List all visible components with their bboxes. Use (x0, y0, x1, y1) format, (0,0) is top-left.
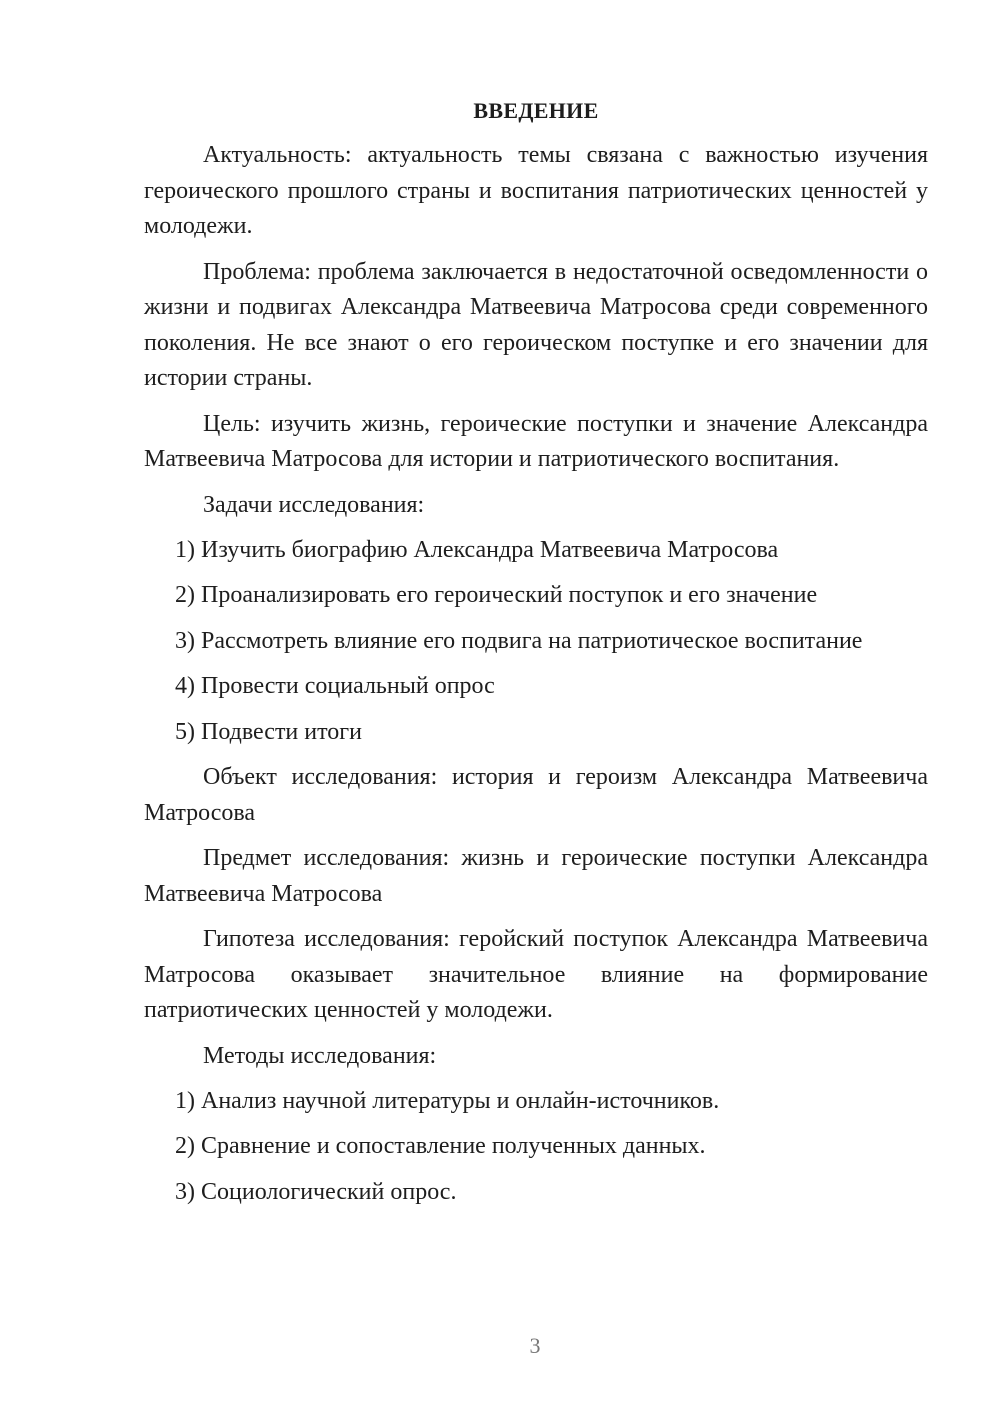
subject-paragraph: Предмет исследования: жизнь и героические поступки Александра Матвеевича Матросова (144, 845, 928, 907)
page-number: 3 (529, 1333, 541, 1358)
page-content (144, 96, 928, 1220)
problem-paragraph: Проблема: проблема заключается в недостаточной осведомленности о жизни и подвигах Александра Матвеевича Матросова среди современного поколения. Не все знают о его героическом поступке и его значении для истории страны. (144, 258, 928, 391)
list-item: 2) Проанализировать его героический поступок и его значение (175, 582, 818, 608)
list-item: 1) Анализ научной литературы и онлайн-источников. (175, 1087, 720, 1114)
list-item: 4) Провести социальный опрос (175, 673, 495, 699)
list-item: 1) Изучить биографию Александра Матвеевича Матросова (175, 536, 779, 563)
methods-list (144, 1084, 928, 1221)
methods-heading: Методы исследования: (203, 1042, 437, 1069)
list-item: 3) Рассмотреть влияние его подвига на патриотическое воспитание (175, 627, 863, 654)
tasks-list (144, 533, 928, 761)
goal-paragraph: Цель: изучить жизнь, героические поступки и значение Александра Матвеевича Матросова для истории и патриотического воспитания. (144, 410, 928, 472)
relevance-paragraph: Актуальность: актуальность темы связана с важностью изучения героического прошлого страны и воспитания патриотических ценностей у молодежи. (144, 142, 928, 239)
tasks-heading: Задачи исследования: (203, 491, 425, 518)
list-item: 2) Сравнение и сопоставление полученных данных. (175, 1133, 706, 1159)
list-item: 3) Социологический опрос. (175, 1178, 457, 1205)
hypothesis-paragraph: Гипотеза исследования: геройский поступок Александра Матвеевича Матросова оказывает значительное влияние на формирование патриотических ценностей у молодежи. (144, 926, 928, 1023)
section-title: ВВЕДЕНИЕ (473, 98, 599, 123)
list-item: 5) Подвести итоги (175, 718, 362, 745)
object-paragraph: Объект исследования: история и героизм Александра Матвеевича Матросова (144, 764, 928, 826)
